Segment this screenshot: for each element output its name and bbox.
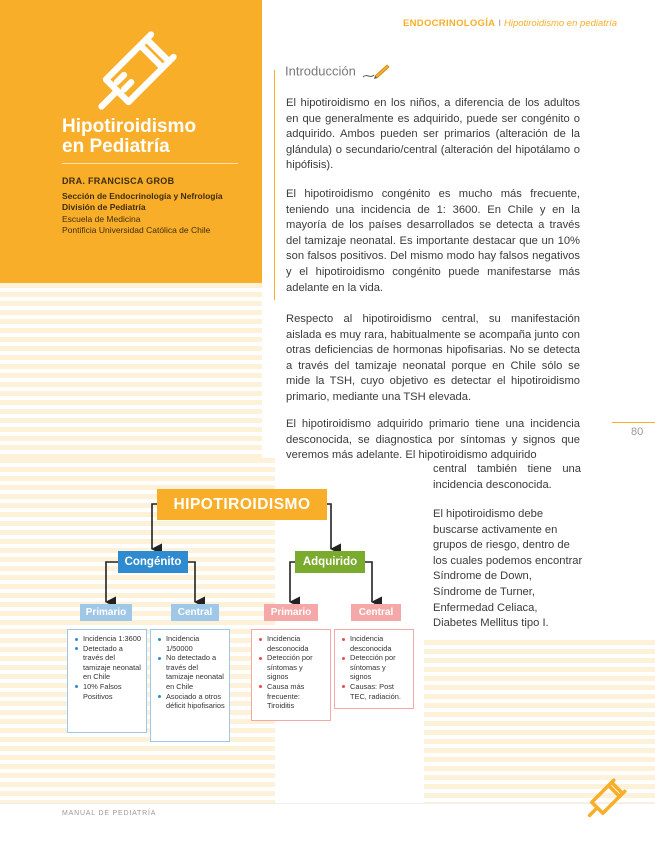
pencil-icon <box>361 63 391 81</box>
paragraph-2: El hipotiroidismo congénito es mucho más frecuente, teniendo una incidencia de 1: 3600. En Chile y en la mayoría de los países desarrollados se detecta a través del tamizaje neonatal. Es importante destacar que un 10% son falsos positivos. Del mismo modo hay falsos negativos y el hipotiroidismo congénito puede manifestarse más adelante en la vida. <box>286 188 580 294</box>
paragraph-3: Respecto al hipotiroidismo central, su manifestación aislada es muy rara, habitualmente se acompaña junto con otras deficiencias de hormonas hipofisarias. No se detecta a través del tamizaje neonatal porque en Chile sólo se mide la TSH, cuyo objetivo es detectar el hipotiroidismo primario, mediante una TSH elevada. <box>286 313 580 403</box>
list-item: Causas: Post TEC, radiación. <box>341 682 409 701</box>
list-item: 10% Falsos Positivos <box>74 682 142 701</box>
list-item: Asociado a otros déficit hipofisarios <box>157 692 225 711</box>
connector-root-adquirido <box>327 504 331 549</box>
intro-vertical-rule <box>274 70 275 300</box>
header-section: ENDOCRINOLOGÍA <box>403 18 496 29</box>
page-number-rule <box>612 422 655 423</box>
adquirido-primario-list <box>251 629 331 721</box>
document-title <box>62 117 252 157</box>
author-dept-2: División de Pediatría <box>62 202 146 212</box>
footer-divider <box>0 803 655 804</box>
list-item: Incidencia desconocida <box>258 634 326 653</box>
paragraph-4: El hipotiroidismo adquirido primario tiene una incidencia desconocida, se diagnostica por síntomas y signos que veremos más adelante. El hipotiroidismo adquirido <box>286 418 580 462</box>
diagram-congenito-primario-box: Primario <box>80 604 132 621</box>
congenito-central-list <box>150 629 230 742</box>
diagram-root-box: HIPOTIROIDISMO <box>157 489 327 520</box>
author-university: Pontificia Universidad Católica de Chile <box>62 225 211 235</box>
list-item: Incidencia desconocida <box>341 634 409 653</box>
list-item: Causa más frecuente: Tiroiditis <box>258 682 326 711</box>
syringe-icon <box>88 30 178 120</box>
author-name: DRA. FRANCISCA GROB <box>62 176 175 186</box>
author-school: Escuela de Medicina <box>62 213 141 224</box>
diagram-adquirido-primario-box: Primario <box>264 604 318 621</box>
list-item: Incidencia 1/50000 <box>157 634 225 653</box>
header-separator: I <box>498 18 501 29</box>
author-dept-1: Sección de Endocrinología y Nefrología <box>62 190 223 201</box>
diagram-congenito-box: Congénito <box>118 551 188 573</box>
list-item: Detección por síntomas y signos <box>341 653 409 682</box>
diagram-congenito-central-box: Central <box>171 604 219 621</box>
running-header <box>403 18 617 29</box>
paragraph-5: central también tiene una incidencia desconocida. <box>433 463 581 491</box>
paragraph-1: El hipotiroidismo en los niños, a diferencia de los adultos en que generalmente es adquirido, puede ser congénito o adquirido. Ambos pueden ser primarios (alteración de la glándula) o secundario/central (alteración del hipotálamo o hipófisis). <box>286 97 580 172</box>
intro-heading <box>285 63 391 81</box>
diagram-adquirido-central-box: Central <box>351 604 401 621</box>
footer-text: MANUAL DE PEDIATRÍA <box>62 810 157 817</box>
adquirido-central-list <box>334 629 414 709</box>
list-item: Detectado a través del tamizaje neonatal en Chile <box>74 644 142 682</box>
title-line-2: en Pediatría <box>62 136 170 157</box>
author-block <box>62 176 257 237</box>
header-topic: Hipotiroidismo en pediatría <box>503 18 617 29</box>
page-number: 80 <box>631 426 644 438</box>
paragraph-6: El hipotiroidismo debe buscarse activamente en grupos de riesgo, dentro de los cuales podemos encontrar Síndrome de Down, Síndrome de Turner, Enfermedad Celiaca, Diabetes Mellitus tipo I. <box>433 508 583 630</box>
list-item: Detección por síntomas y signos <box>258 653 326 682</box>
list-item: Incidencia 1:3600 <box>74 634 142 644</box>
list-item: No detectado a través del tamizaje neonatal en Chile <box>157 653 225 691</box>
congenito-primario-list <box>67 629 147 733</box>
title-divider <box>62 163 238 164</box>
connector-adq-cent <box>365 562 372 602</box>
syringe-small-icon <box>583 778 627 822</box>
title-line-1: Hipotiroidismo <box>62 116 197 137</box>
diagram-adquirido-box: Adquirido <box>295 551 365 573</box>
intro-heading-text: Introducción <box>285 63 356 79</box>
